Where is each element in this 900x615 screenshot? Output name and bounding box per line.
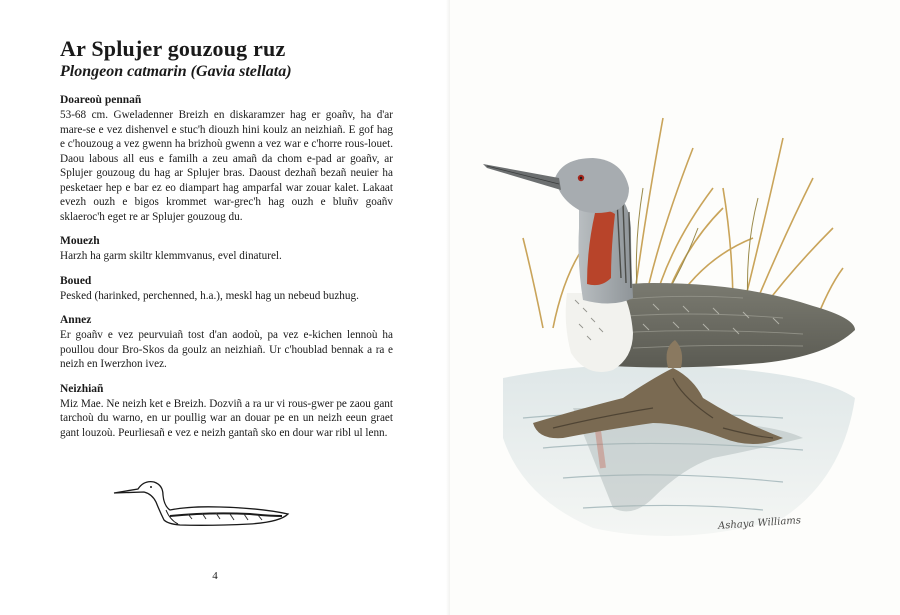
- section-heading: Doareoù pennañ: [60, 94, 142, 106]
- section-heading: Mouezh: [60, 235, 100, 247]
- section-nesting: [60, 382, 393, 441]
- winter-loon-sketch: [110, 476, 295, 528]
- section-body: Harzh ha garm skiltr klemmvanus, evel dinaturel.: [60, 250, 282, 262]
- section-voice: [60, 234, 393, 264]
- artist-signature: Ashaya Williams: [717, 515, 802, 532]
- section-heading: Boued: [60, 274, 92, 287]
- page-number: 4: [212, 570, 218, 582]
- page-title: Ar Splujer gouzoug ruz: [60, 36, 286, 61]
- loon-head: [555, 158, 629, 213]
- section-habitat: [60, 313, 393, 372]
- section-heading: Neizhiañ: [60, 382, 104, 395]
- section-food: [60, 274, 393, 304]
- section-body: Pesked (harinked, perchenned, h.a.), meskl hag un nebeud buzhug.: [60, 289, 359, 302]
- section-description: [60, 93, 393, 224]
- red-throated-loon-illustration: [483, 78, 873, 558]
- text-sections: [60, 93, 393, 450]
- section-heading: Annez: [60, 314, 92, 326]
- section-body: Er goañv e vez peurvuiañ tost d'an aodoù, pa vez e-kichen lennoù ha poullou dour Bro-Skos da goulz an neizhiañ. Ur c'houblad bennak a ra e neizh en Iwerzhon ivez.: [60, 329, 393, 370]
- loon-breast: [566, 293, 633, 372]
- section-body: 53-68 cm. Gweladenner Breizh en diskaramzer hag er goañv, ha d'ar mare-se e vez dishenvel e stuc'h diouzh hini koulz an neizhiañ. E gof hag e c'houzoug a vez gwenn ha brizhoù gwenn a vez war e c'horre rous-louet. Daou labous all eus e familh a zeu amañ da chom e-pad ar goañv, ar Splujer gouzoug du hag ar Splujer bras. Daoust dezhañ bezañ neuier ha pesketaer hep e bar ez eo diampart hag amparfal war zouar kalet. Lakaat evezh ouzh e bigos krommet war-grec'h hag ouzh e bluñv goañv sklaeroc'h eget re ar Splujer gouzoug du.: [60, 109, 393, 223]
- page-subtitle: Plongeon catmarin (Gavia stellata): [60, 63, 292, 80]
- section-body: Miz Mae. Ne neizh ket e Breizh. Dozviñ a ra ur vi rous-gwer pe zaou gant tarchoù du warno, en ur poullig war an douar pe en un neizh eeun graet gant louzoù. Peurliesañ e vez e neizh gantañ sko en dour war ribl ul lenn.: [60, 397, 393, 439]
